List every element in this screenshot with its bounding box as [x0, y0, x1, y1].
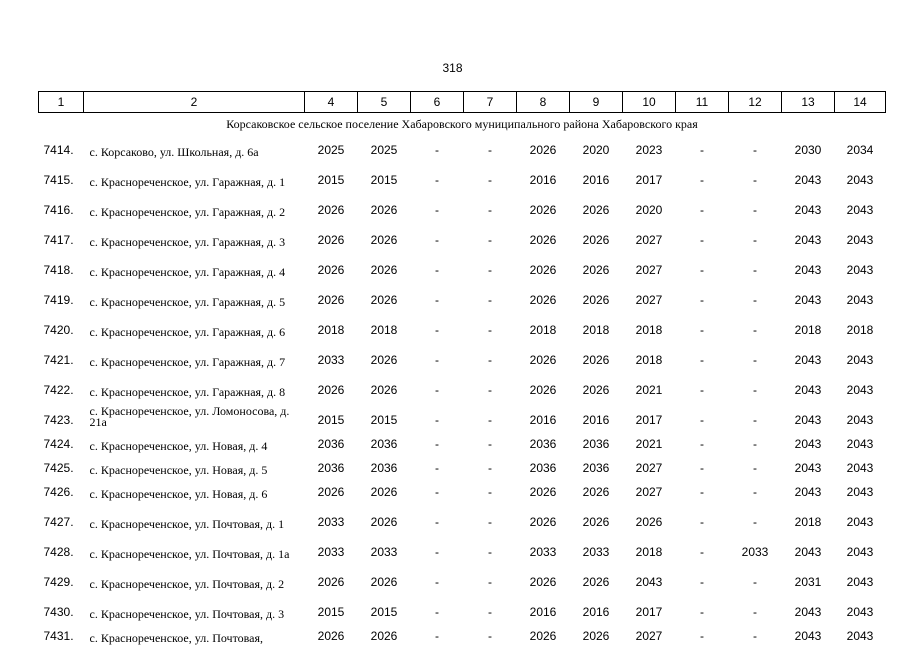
- value-cell: -: [435, 203, 439, 217]
- value-cell: 2026: [370, 263, 398, 277]
- column-header: 2: [84, 92, 305, 113]
- value-cell: -: [700, 461, 704, 475]
- value-cell: -: [700, 575, 704, 589]
- value-cell: -: [753, 293, 757, 307]
- value-cell: 2043: [846, 629, 874, 643]
- row-number: 7415.: [43, 173, 74, 187]
- value-cell: 2026: [317, 203, 345, 217]
- value-cell: -: [435, 575, 439, 589]
- header-row: [39, 92, 886, 113]
- value-cell: 2026: [582, 629, 610, 643]
- value-cell: 2026: [317, 383, 345, 397]
- value-cell: 2018: [529, 323, 557, 337]
- row-number: 7424.: [43, 437, 74, 451]
- value-cell: 2026: [317, 575, 345, 589]
- value-cell: 2015: [370, 413, 398, 427]
- value-cell: 2017: [635, 605, 663, 619]
- value-cell: -: [488, 173, 492, 187]
- value-cell: 2026: [529, 203, 557, 217]
- value-cell: 2043: [846, 233, 874, 247]
- value-cell: 2036: [370, 437, 398, 451]
- value-cell: 2026: [370, 485, 398, 499]
- value-cell: -: [488, 437, 492, 451]
- column-header: 10: [623, 92, 676, 113]
- value-cell: 2026: [582, 263, 610, 277]
- value-cell: -: [753, 263, 757, 277]
- table-row: [39, 531, 886, 561]
- value-cell: 2027: [635, 263, 663, 277]
- value-cell: 2021: [635, 437, 663, 451]
- value-cell: -: [700, 515, 704, 529]
- value-cell: 2043: [794, 629, 822, 643]
- value-cell: 2026: [529, 233, 557, 247]
- value-cell: -: [700, 233, 704, 247]
- row-number: 7420.: [43, 323, 74, 337]
- value-cell: 2016: [582, 413, 610, 427]
- value-cell: 2036: [582, 437, 610, 451]
- value-cell: 2016: [529, 413, 557, 427]
- value-cell: -: [488, 485, 492, 499]
- address-cell: с. Краснореченское, ул. Почтовая, д. 2: [89, 577, 285, 591]
- value-cell: -: [753, 605, 757, 619]
- value-cell: -: [435, 605, 439, 619]
- value-cell: 2043: [794, 293, 822, 307]
- value-cell: 2033: [582, 545, 610, 559]
- value-cell: 2036: [317, 461, 345, 475]
- table-row: [39, 621, 886, 645]
- value-cell: -: [435, 233, 439, 247]
- value-cell: -: [435, 413, 439, 427]
- value-cell: 2043: [846, 263, 874, 277]
- value-cell: -: [700, 545, 704, 559]
- address-cell: с. Краснореченское, ул. Гаражная, д. 4: [89, 265, 286, 279]
- value-cell: 2036: [529, 461, 557, 475]
- value-cell: 2026: [529, 383, 557, 397]
- value-cell: 2043: [794, 437, 822, 451]
- value-cell: 2026: [370, 383, 398, 397]
- value-cell: -: [700, 173, 704, 187]
- value-cell: -: [753, 173, 757, 187]
- value-cell: 2026: [317, 629, 345, 643]
- value-cell: 2016: [529, 605, 557, 619]
- value-cell: -: [488, 323, 492, 337]
- value-cell: 2043: [846, 353, 874, 367]
- value-cell: 2018: [635, 353, 663, 367]
- value-cell: 2026: [582, 293, 610, 307]
- table-row: [39, 399, 886, 429]
- table-row: [39, 339, 886, 369]
- value-cell: -: [435, 353, 439, 367]
- value-cell: -: [435, 293, 439, 307]
- value-cell: -: [435, 461, 439, 475]
- column-header: 4: [305, 92, 358, 113]
- value-cell: 2026: [582, 203, 610, 217]
- value-cell: -: [753, 323, 757, 337]
- value-cell: -: [435, 629, 439, 643]
- value-cell: 2043: [794, 485, 822, 499]
- value-cell: 2016: [582, 605, 610, 619]
- table-row: [39, 561, 886, 591]
- address-cell: с. Краснореченское, ул. Новая, д. 6: [89, 487, 268, 501]
- value-cell: 2043: [794, 461, 822, 475]
- value-cell: -: [435, 263, 439, 277]
- page-number: 318: [442, 61, 463, 75]
- address-cell: с. Краснореченское, ул. Гаражная, д. 5: [89, 295, 286, 309]
- row-number: 7431.: [43, 629, 74, 643]
- value-cell: 2043: [794, 203, 822, 217]
- value-cell: 2027: [635, 485, 663, 499]
- value-cell: -: [488, 545, 492, 559]
- value-cell: -: [753, 461, 757, 475]
- value-cell: 2043: [846, 413, 874, 427]
- value-cell: 2043: [794, 263, 822, 277]
- address-cell: с. Корсаково, ул. Школьная, д. 6а: [89, 145, 259, 159]
- value-cell: 2026: [529, 143, 557, 157]
- column-header: 5: [358, 92, 411, 113]
- value-cell: -: [753, 437, 757, 451]
- value-cell: 2018: [794, 515, 822, 529]
- value-cell: 2015: [317, 605, 345, 619]
- value-cell: 2015: [317, 413, 345, 427]
- value-cell: 2027: [635, 461, 663, 475]
- value-cell: 2043: [846, 437, 874, 451]
- value-cell: 2033: [317, 353, 345, 367]
- value-cell: -: [488, 629, 492, 643]
- value-cell: -: [488, 263, 492, 277]
- row-number: 7422.: [43, 383, 74, 397]
- value-cell: -: [753, 515, 757, 529]
- value-cell: -: [753, 233, 757, 247]
- value-cell: -: [700, 485, 704, 499]
- value-cell: 2043: [846, 485, 874, 499]
- value-cell: -: [700, 605, 704, 619]
- value-cell: -: [435, 515, 439, 529]
- value-cell: 2025: [317, 143, 345, 157]
- table-row: [39, 453, 886, 477]
- value-cell: 2026: [529, 293, 557, 307]
- value-cell: -: [488, 383, 492, 397]
- value-cell: 2026: [582, 383, 610, 397]
- value-cell: 2018: [370, 323, 398, 337]
- row-number: 7425.: [43, 461, 74, 475]
- section-row: [39, 113, 886, 136]
- value-cell: 2033: [370, 545, 398, 559]
- address-cell: с. Краснореченское, ул. Гаражная, д. 6: [89, 325, 286, 339]
- value-cell: -: [753, 143, 757, 157]
- value-cell: -: [700, 413, 704, 427]
- value-cell: 2018: [582, 323, 610, 337]
- value-cell: -: [753, 413, 757, 427]
- value-cell: 2020: [635, 203, 663, 217]
- value-cell: 2018: [635, 323, 663, 337]
- value-cell: -: [753, 383, 757, 397]
- value-cell: 2026: [370, 203, 398, 217]
- row-number: 7428.: [43, 545, 74, 559]
- value-cell: 2021: [635, 383, 663, 397]
- column-header: 7: [464, 92, 517, 113]
- value-cell: 2043: [846, 515, 874, 529]
- table-body: [39, 135, 886, 645]
- column-header: 9: [570, 92, 623, 113]
- row-number: 7414.: [43, 143, 74, 157]
- value-cell: 2017: [635, 173, 663, 187]
- column-header: 8: [517, 92, 570, 113]
- value-cell: -: [700, 437, 704, 451]
- table-row: [39, 477, 886, 501]
- value-cell: 2026: [529, 353, 557, 367]
- value-cell: -: [700, 293, 704, 307]
- address-cell: с. Краснореченское, ул. Новая, д. 5: [89, 463, 268, 477]
- value-cell: -: [488, 203, 492, 217]
- row-number: 7427.: [43, 515, 74, 529]
- value-cell: 2043: [794, 353, 822, 367]
- value-cell: 2026: [582, 233, 610, 247]
- value-cell: 2043: [794, 383, 822, 397]
- value-cell: 2026: [582, 575, 610, 589]
- value-cell: 2026: [370, 575, 398, 589]
- value-cell: 2043: [846, 575, 874, 589]
- value-cell: 2043: [635, 575, 663, 589]
- value-cell: 2043: [846, 605, 874, 619]
- value-cell: 2027: [635, 629, 663, 643]
- value-cell: -: [488, 413, 492, 427]
- value-cell: 2026: [370, 233, 398, 247]
- value-cell: 2018: [794, 323, 822, 337]
- value-cell: 2018: [846, 323, 874, 337]
- value-cell: 2026: [529, 629, 557, 643]
- value-cell: 2036: [529, 437, 557, 451]
- value-cell: 2043: [794, 605, 822, 619]
- table-row: [39, 249, 886, 279]
- value-cell: -: [488, 605, 492, 619]
- value-cell: -: [435, 323, 439, 337]
- table-row: [39, 279, 886, 309]
- address-cell: с. Краснореченское, ул. Гаражная, д. 7: [89, 355, 286, 369]
- value-cell: -: [488, 353, 492, 367]
- value-cell: -: [488, 461, 492, 475]
- value-cell: -: [435, 485, 439, 499]
- row-number: 7419.: [43, 293, 74, 307]
- value-cell: -: [488, 575, 492, 589]
- value-cell: -: [435, 173, 439, 187]
- value-cell: 2015: [370, 605, 398, 619]
- value-cell: 2017: [635, 413, 663, 427]
- value-cell: 2043: [846, 173, 874, 187]
- row-number: 7417.: [43, 233, 74, 247]
- value-cell: -: [435, 383, 439, 397]
- value-cell: 2026: [582, 353, 610, 367]
- value-cell: -: [753, 203, 757, 217]
- section-title: Корсаковское сельское поселение Хабаровского муниципального района Хабаровского края: [226, 116, 698, 131]
- address-cell: с. Краснореченское, ул. Почтовая,: [89, 631, 264, 645]
- address-cell: с. Краснореченское, ул. Гаражная, д. 2: [89, 205, 286, 219]
- value-cell: 2023: [635, 143, 663, 157]
- value-cell: 2026: [635, 515, 663, 529]
- column-header: 11: [676, 92, 729, 113]
- value-cell: 2026: [582, 485, 610, 499]
- value-cell: -: [700, 323, 704, 337]
- row-number: 7430.: [43, 605, 74, 619]
- value-cell: 2027: [635, 293, 663, 307]
- value-cell: 2016: [529, 173, 557, 187]
- value-cell: 2020: [582, 143, 610, 157]
- value-cell: 2026: [317, 233, 345, 247]
- value-cell: 2031: [794, 575, 822, 589]
- value-cell: -: [488, 515, 492, 529]
- value-cell: 2043: [794, 413, 822, 427]
- value-cell: -: [753, 575, 757, 589]
- value-cell: 2026: [529, 485, 557, 499]
- address-cell: с. Краснореченское, ул. Гаражная, д. 3: [89, 235, 286, 249]
- value-cell: 2026: [370, 293, 398, 307]
- column-header: 6: [411, 92, 464, 113]
- value-cell: 2034: [846, 143, 874, 157]
- value-cell: 2026: [317, 293, 345, 307]
- row-number: 7429.: [43, 575, 74, 589]
- value-cell: -: [435, 437, 439, 451]
- value-cell: 2033: [317, 515, 345, 529]
- address-cell: с. Краснореченское, ул. Гаражная, д. 8: [89, 385, 286, 399]
- value-cell: -: [700, 203, 704, 217]
- value-cell: -: [753, 485, 757, 499]
- value-cell: 2043: [846, 545, 874, 559]
- row-number: 7418.: [43, 263, 74, 277]
- value-cell: 2043: [846, 293, 874, 307]
- value-cell: 2036: [582, 461, 610, 475]
- value-cell: 2026: [370, 353, 398, 367]
- value-cell: 2026: [529, 263, 557, 277]
- value-cell: 2043: [846, 203, 874, 217]
- table-row: [39, 309, 886, 339]
- address-cell: с. Краснореченское, ул. Почтовая, д. 1а: [89, 547, 290, 561]
- value-cell: -: [753, 629, 757, 643]
- table-row: [39, 189, 886, 219]
- register-table: [38, 91, 886, 645]
- column-header: 12: [729, 92, 782, 113]
- value-cell: -: [488, 293, 492, 307]
- value-cell: -: [700, 353, 704, 367]
- address-cell: с. Краснореченское, ул. Ломоносова, д. 21а: [89, 404, 290, 429]
- value-cell: -: [753, 353, 757, 367]
- value-cell: 2043: [794, 545, 822, 559]
- value-cell: 2033: [317, 545, 345, 559]
- table-row: [39, 219, 886, 249]
- value-cell: 2043: [794, 173, 822, 187]
- address-cell: с. Краснореченское, ул. Новая, д. 4: [89, 439, 268, 453]
- row-number: 7423.: [43, 413, 74, 427]
- column-header: 1: [39, 92, 84, 113]
- value-cell: 2018: [317, 323, 345, 337]
- table-row: [39, 429, 886, 453]
- value-cell: 2033: [741, 545, 769, 559]
- row-number: 7421.: [43, 353, 74, 367]
- row-number: 7426.: [43, 485, 74, 499]
- address-cell: с. Краснореченское, ул. Гаражная, д. 1: [89, 175, 286, 189]
- value-cell: 2027: [635, 233, 663, 247]
- table-row: [39, 591, 886, 621]
- value-cell: -: [700, 383, 704, 397]
- value-cell: 2026: [317, 263, 345, 277]
- value-cell: 2043: [846, 461, 874, 475]
- value-cell: 2026: [529, 575, 557, 589]
- value-cell: 2026: [317, 485, 345, 499]
- value-cell: 2036: [317, 437, 345, 451]
- value-cell: 2043: [846, 383, 874, 397]
- value-cell: 2026: [370, 629, 398, 643]
- value-cell: -: [488, 143, 492, 157]
- table-row: [39, 369, 886, 399]
- address-cell: с. Краснореченское, ул. Почтовая, д. 1: [89, 517, 285, 531]
- value-cell: 2018: [635, 545, 663, 559]
- table-row: [39, 159, 886, 189]
- value-cell: 2043: [794, 233, 822, 247]
- value-cell: 2030: [794, 143, 822, 157]
- value-cell: 2016: [582, 173, 610, 187]
- table-row: [39, 135, 886, 159]
- value-cell: 2026: [370, 515, 398, 529]
- address-cell: с. Краснореченское, ул. Почтовая, д. 3: [89, 607, 285, 621]
- value-cell: -: [435, 143, 439, 157]
- value-cell: -: [700, 629, 704, 643]
- value-cell: 2025: [370, 143, 398, 157]
- table-row: [39, 501, 886, 531]
- value-cell: -: [435, 545, 439, 559]
- value-cell: 2015: [317, 173, 345, 187]
- value-cell: 2026: [529, 515, 557, 529]
- value-cell: -: [700, 143, 704, 157]
- value-cell: 2033: [529, 545, 557, 559]
- value-cell: -: [488, 233, 492, 247]
- value-cell: 2026: [582, 515, 610, 529]
- column-header: 14: [835, 92, 886, 113]
- value-cell: 2015: [370, 173, 398, 187]
- row-number: 7416.: [43, 203, 74, 217]
- value-cell: -: [700, 263, 704, 277]
- value-cell: 2036: [370, 461, 398, 475]
- column-header: 13: [782, 92, 835, 113]
